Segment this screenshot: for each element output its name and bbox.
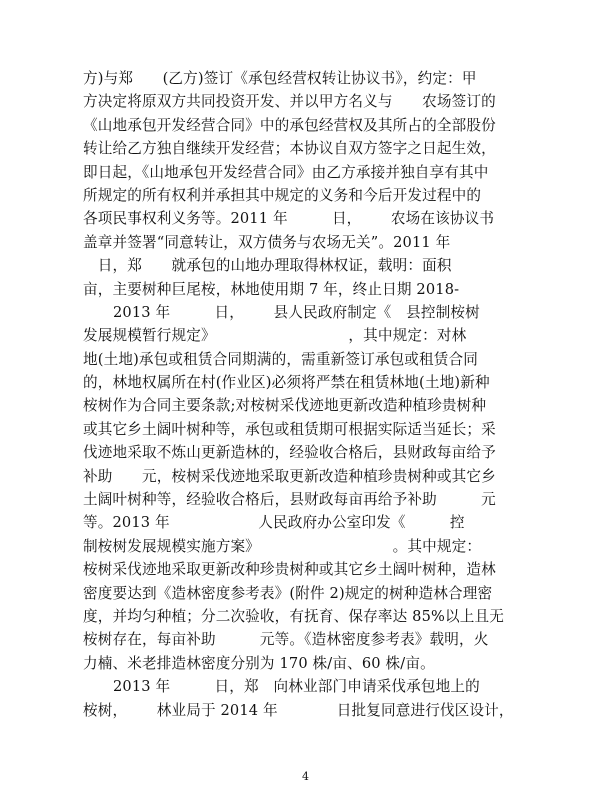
paragraph-start-line: 2013 年 日， 县人民政府制定《 县控制桉树 (113, 303, 480, 321)
text-line: 桉树作为合同主要条款;对桉树采伐迹地更新改造种植珍贵树种 (83, 397, 487, 415)
text-line: 补助 元，桉树采伐迹地采取更新改造种植珍贵树种或其它乡 (83, 467, 496, 485)
text-line: 即日起，《山地承包开发经营合同》由乙方承接并独自享有其中 (83, 163, 489, 181)
text-line: 盖章并签署“同意转让，双方债务与农场无关”。2011 年 (83, 233, 480, 251)
text-line: 方决定将原双方共同投资开发、并以甲方名义与 农场签订的 (83, 93, 496, 111)
body-text (83, 67, 555, 722)
text-line: 亩，主要树种巨尾桉，林地使用期 7 年，终止日期 2018- (83, 280, 489, 298)
text-line: 各项民事权利义务等。2011 年 日， 农场在该协议书 (83, 210, 495, 228)
text-line: 方)与郑 (乙方)签订《承包经营权转让协议书》，约定：甲 (83, 70, 477, 87)
text-line: 度，并均匀种植；分二次验收，有抚育、保存率达 85%以上且无 (83, 607, 505, 625)
page-number: 4 (302, 770, 309, 783)
text-line: 密度要达到《造林密度参考表》(附件 2)规定的树种造林合理密 (83, 584, 493, 602)
text-line: 转让给乙方独自继续开发经营；本协议自双方签字之日起生效， (83, 140, 496, 158)
text-line: 土阔叶树种等，经验收合格后，县财政每亩再给予补助 元 (83, 491, 496, 509)
text-line: 《山地承包开发经营合同》中的承包经营权及其所占的全部股份 (83, 116, 496, 134)
text-line: 力楠、米老排造林密度分别为 170 株/亩、60 株/亩。 (83, 654, 435, 672)
text-line: 发展规模暂行规定》 ，其中规定：对林 (83, 327, 467, 345)
text-line: 日，郑 就承包的山地办理取得林权证，载明：面积 (83, 257, 482, 275)
text-line: 等。2013 年 人民政府办公室印发《 控 (83, 514, 465, 532)
paragraph-start-line: 2013 年 日，郑 向林业部门申请采伐承包地上的 (113, 678, 480, 696)
text-line: 地(土地)承包或租赁合同期满的，需重新签订承包或租赁合同 (83, 350, 479, 368)
text-line: 的，林地权属所在村(作业区)必须将严禁在租赁林地(土地)新种 (83, 374, 490, 392)
text-line: 桉树存在，每亩补助 元等。《造林密度参考表》载明，火 (83, 631, 489, 649)
text-line: 桉树， 林业局于 2014 年 日批复同意进行伐区设计， (83, 701, 514, 719)
text-line: 制桉树发展规模实施方案》 。其中规定： (83, 537, 482, 555)
text-line: 伐迹地采取不炼山更新造林的，经验收合格后，县财政每亩给予 (83, 444, 496, 462)
text-line: 桉树采伐迹地采取更新改种珍贵树种或其它乡土阔叶树种，造林 (83, 561, 496, 579)
text-line: 所规定的所有权利并承担其中规定的义务和今后开发过程中的 (83, 186, 482, 204)
text-line: 或其它乡土阔叶树种等，承包或租赁期可根据实际适当延长；采 (83, 420, 496, 438)
